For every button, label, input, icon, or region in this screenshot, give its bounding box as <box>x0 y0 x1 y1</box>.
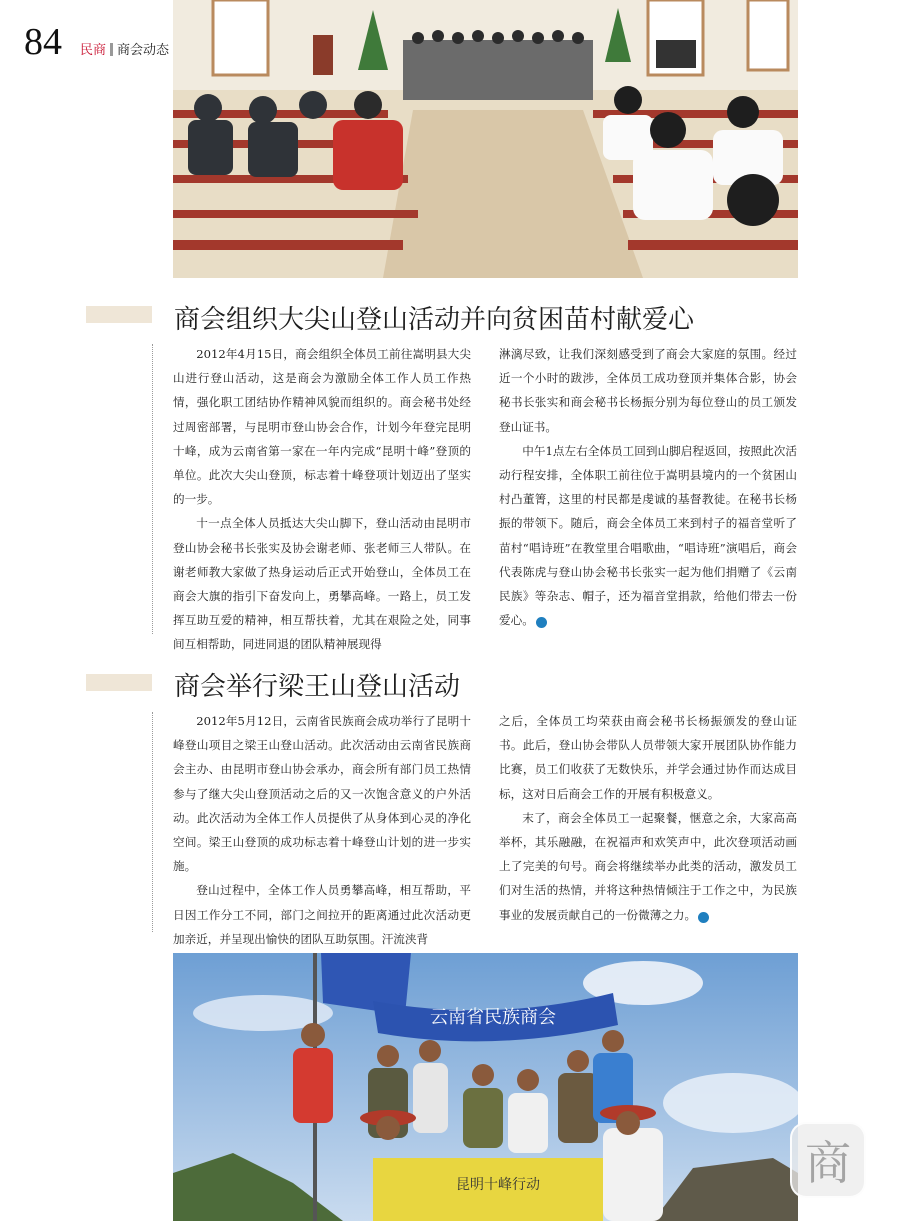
dotted-rule <box>152 712 153 932</box>
paragraph: 淋漓尽致，让我们深刻感受到了商会大家庭的氛围。经过近一个小时的跋涉，全体员工成功登顶并集体合影，协会秘书长张实和商会秘书长杨振分别为每位登山的员工颁发登山证书。 <box>499 347 797 434</box>
summit-group-photo <box>173 953 798 1221</box>
article-column <box>499 709 797 927</box>
paragraph-text: 末了，商会全体员工一起聚餐，惬意之余，大家高高举杯，其乐融融，在祝福声和欢笑声中，此次登项活动画上了完美的句号。商会将继续举办此类的活动，激发员工们对生活的热情，并将这种热情倾注于工作之中，为民族事业的发展贡献自己的一份微薄之力。 <box>499 810 797 922</box>
paragraph <box>499 439 797 633</box>
title-accent-bar <box>86 674 152 691</box>
paragraph: 之后，全体员工均荣获由商会秘书长杨振颁发的登山证书。此后，登山协会带队人员带领大家开展团队协作能力比赛，员工们收获了无数快乐，并学会通过协作而达成目标，这对日后商会工作的开展有积极意义。 <box>499 714 797 801</box>
church-choir-photo <box>173 0 798 278</box>
article-column <box>499 342 797 632</box>
paragraph: 2012年5月12日，云南省民族商会成功举行了昆明十峰登山项目之梁王山登山活动。此次活动由云南省民族商会主办、由昆明市登山协会承办，商会所有部门员工热情参与了继大尖山登顶活动之后的又一次饱含意义的户外活动。此次活动为全体工作人员提供了从身体到心灵的净化空间。梁王山登顶的成功标志着十峰登山计划的进一步实施。 <box>173 714 471 874</box>
sign-text: 昆明十峰行动 <box>456 1177 540 1193</box>
paragraph: 登山过程中，全体工作人员勇攀高峰，相互帮助，平日因工作分工不同，部门之间拉开的距离通过此次活动更加亲近，并呈现出愉快的团队互助氛围。汗流浃背 <box>173 883 471 946</box>
label-divider <box>110 43 113 56</box>
end-of-article-icon: ► <box>698 912 709 923</box>
section-label <box>80 42 169 60</box>
paragraph-text: 中午1点左右全体员工回到山脚启程返回，按照此次活动行程安排，全体职工前往位于嵩明县境内的一个贫困山村凸董箐，这里的村民都是虔诚的基督教徒。在秘书长杨振的带领下。随后，商会全体员工来到村子的福音堂听了苗村“唱诗班”在教堂里合唱歌曲，“唱诗班”演唱后，商会代表陈虎与登山协会秘书长张实一起为他们捐赠了《云南民族》等杂志、帽子，还为福音堂捐款，给他们带去一份爱心。 <box>499 443 797 628</box>
magazine-brand: 民商 <box>80 43 107 58</box>
end-of-article-icon: ► <box>536 617 547 628</box>
article-column <box>173 342 471 657</box>
section-name: 商会动态 <box>117 43 170 58</box>
page-number: 84 <box>24 21 62 63</box>
article-column <box>173 709 471 951</box>
article-title: 商会组织大尖山登山活动并向贫困苗村献爱心 <box>174 305 695 335</box>
banner-text: 云南省民族商会 <box>430 1007 556 1028</box>
watermark-logo: 商 <box>790 1122 866 1198</box>
article-title: 商会举行梁王山登山活动 <box>174 672 461 702</box>
paragraph <box>499 806 797 927</box>
paragraph: 十一点全体人员抵达大尖山脚下，登山活动由昆明市登山协会秘书长张实及协会谢老师、张老师三人带队。在谢老师教大家做了热身运动后正式开始登山，全体员工在商会大旗的指引下奋发向上，勇攀高峰。一路上，员工发挥互助互爱的精神，相互帮扶着，尤其在艰险之处，同事间互相帮助，同进同退的团队精神展现得 <box>173 516 471 652</box>
paragraph: 2012年4月15日，商会组织全体员工前往嵩明县大尖山进行登山活动，这是商会为激励全体工作人员工作热情，强化职工团结协作精神风貌而组织的。商会秘书处经过周密部署，与昆明市登山协会合作，计划今年登完昆明十峰，成为云南省第一家在一年内完成“昆明十峰”登顶的单位。此次大尖山登顶，标志着十峰登项计划迈出了坚实的一步。 <box>173 347 471 507</box>
dotted-rule <box>152 344 153 634</box>
title-accent-bar <box>86 306 152 323</box>
